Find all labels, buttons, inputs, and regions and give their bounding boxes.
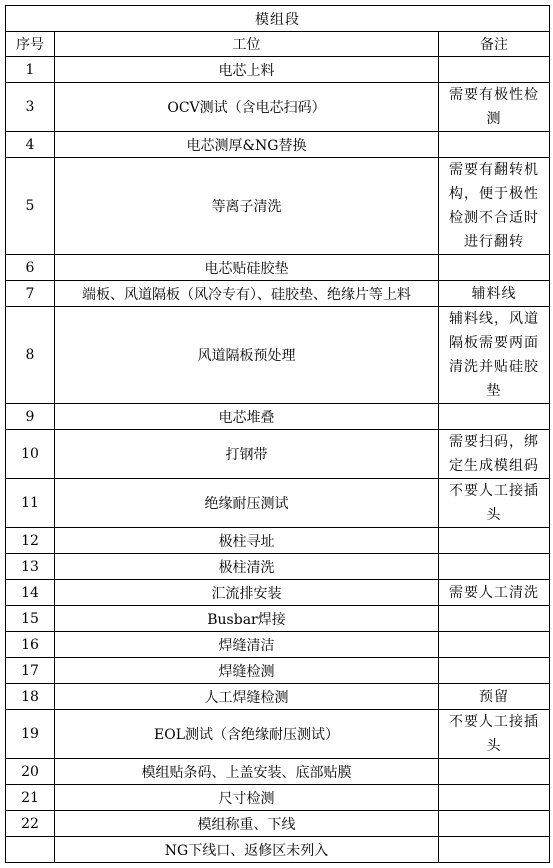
table-row [6, 606, 550, 632]
row-note [439, 404, 550, 430]
row-index: 19 [6, 710, 55, 759]
row-note: 辅料线 [439, 281, 550, 307]
header-row [6, 32, 550, 57]
row-step: 打钢带 [55, 430, 439, 479]
row-step: 端板、风道隔板（风冷专有）、硅胶垫、绝缘片等上料 [55, 281, 439, 307]
row-index: 21 [6, 785, 55, 811]
table-row [6, 580, 550, 606]
row-step: 焊缝检测 [55, 658, 439, 684]
row-step: 电芯堆叠 [55, 404, 439, 430]
table-row [6, 404, 550, 430]
row-index: 9 [6, 404, 55, 430]
table-row [6, 785, 550, 811]
row-step: 尺寸检测 [55, 785, 439, 811]
row-note [439, 554, 550, 580]
table-row [6, 281, 550, 307]
row-note [439, 528, 550, 554]
table-row [6, 658, 550, 684]
row-index: 15 [6, 606, 55, 632]
row-index: 12 [6, 528, 55, 554]
row-index: 22 [6, 811, 55, 837]
table-row [6, 479, 550, 528]
row-note [439, 57, 550, 83]
row-step: EOL测试（含绝缘耐压测试） [55, 710, 439, 759]
row-note [439, 132, 550, 158]
row-index: 4 [6, 132, 55, 158]
row-note [439, 255, 550, 281]
header-note: 备注 [439, 32, 550, 57]
table-row [6, 554, 550, 580]
table-row [6, 710, 550, 759]
row-note [439, 837, 550, 863]
table-row [6, 684, 550, 710]
row-note: 需要扫码，绑定生成模组码 [439, 430, 550, 479]
row-note [439, 759, 550, 785]
row-index: 20 [6, 759, 55, 785]
section-title: 模组段 [6, 6, 550, 32]
row-step: OCV测试（含电芯扫码） [55, 83, 439, 132]
table-row [6, 158, 550, 255]
row-index: 1 [6, 57, 55, 83]
row-note: 需要人工清洗 [439, 580, 550, 606]
row-note [439, 658, 550, 684]
row-step: NG下线口、返修区未列入 [55, 837, 439, 863]
row-note [439, 606, 550, 632]
row-index: 3 [6, 83, 55, 132]
header-index: 序号 [6, 32, 55, 57]
row-note [439, 632, 550, 658]
row-index: 17 [6, 658, 55, 684]
section-title-row [6, 6, 550, 32]
row-step: Busbar焊接 [55, 606, 439, 632]
row-index: 5 [6, 158, 55, 255]
row-step: 极柱寻址 [55, 528, 439, 554]
row-step: 风道隔板预处理 [55, 307, 439, 404]
table-body [6, 57, 550, 863]
row-note: 辅料线，风道隔板需要两面清洗并贴硅胶垫 [439, 307, 550, 404]
table-row [6, 132, 550, 158]
row-note [439, 785, 550, 811]
table-row [6, 255, 550, 281]
table-row [6, 811, 550, 837]
table-row [6, 632, 550, 658]
row-note: 不要人工接插头 [439, 710, 550, 759]
row-step: 等离子清洗 [55, 158, 439, 255]
row-note: 预留 [439, 684, 550, 710]
process-table [5, 5, 550, 863]
row-step: 模组称重、下线 [55, 811, 439, 837]
row-index: 14 [6, 580, 55, 606]
row-step: 焊缝清洁 [55, 632, 439, 658]
row-note [439, 811, 550, 837]
row-step: 模组贴条码、上盖安装、底部贴膜 [55, 759, 439, 785]
row-step: 电芯贴硅胶垫 [55, 255, 439, 281]
table-row [6, 57, 550, 83]
row-note: 需要有极性检测 [439, 83, 550, 132]
table-row [6, 837, 550, 863]
row-step: 绝缘耐压测试 [55, 479, 439, 528]
row-index [6, 837, 55, 863]
row-step: 人工焊缝检测 [55, 684, 439, 710]
row-index: 10 [6, 430, 55, 479]
row-note: 需要有翻转机构，便于极性检测不合适时进行翻转 [439, 158, 550, 255]
row-index: 7 [6, 281, 55, 307]
row-index: 6 [6, 255, 55, 281]
row-step: 电芯上料 [55, 57, 439, 83]
row-note: 不要人工接插头 [439, 479, 550, 528]
header-step: 工位 [55, 32, 439, 57]
table-row [6, 759, 550, 785]
table-row [6, 528, 550, 554]
row-index: 8 [6, 307, 55, 404]
row-index: 16 [6, 632, 55, 658]
row-step: 极柱清洗 [55, 554, 439, 580]
row-index: 18 [6, 684, 55, 710]
table-row [6, 83, 550, 132]
row-index: 11 [6, 479, 55, 528]
table-row [6, 307, 550, 404]
table-row [6, 430, 550, 479]
row-step: 汇流排安装 [55, 580, 439, 606]
row-index: 13 [6, 554, 55, 580]
row-step: 电芯测厚&NG替换 [55, 132, 439, 158]
